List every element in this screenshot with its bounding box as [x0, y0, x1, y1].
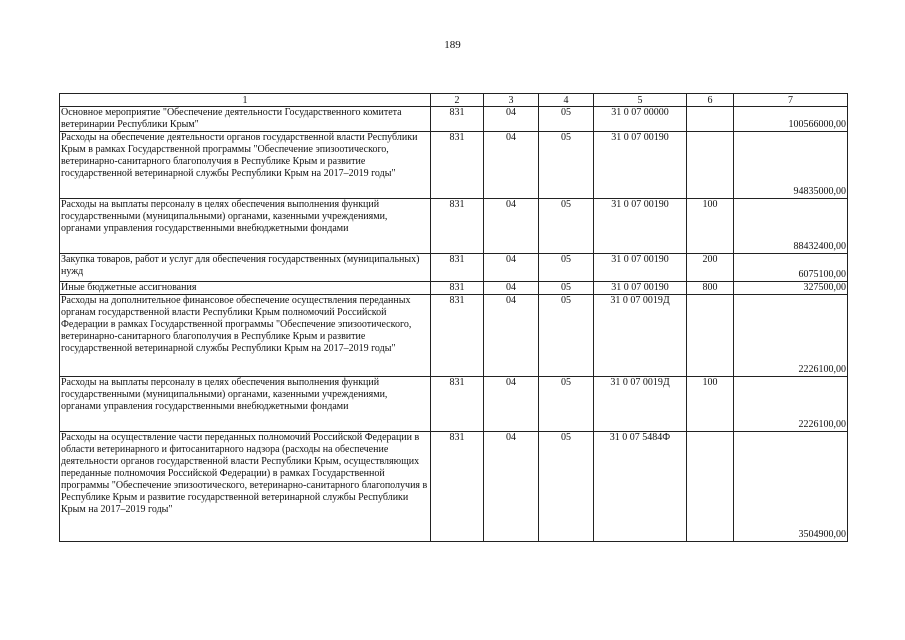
- row-target: 31 0 07 00190: [594, 199, 687, 254]
- table-row: [60, 107, 848, 132]
- row-target: 31 0 07 0019Д: [594, 377, 687, 432]
- row-target: 31 0 07 00190: [594, 132, 687, 199]
- row-subsection: 05: [539, 199, 594, 254]
- row-code: 831: [431, 377, 484, 432]
- row-code: 831: [431, 254, 484, 282]
- row-type: 800: [687, 282, 734, 295]
- row-section: 04: [484, 254, 539, 282]
- row-section: 04: [484, 107, 539, 132]
- row-section: 04: [484, 199, 539, 254]
- row-amount: 3504900,00: [734, 432, 848, 542]
- row-type: 100: [687, 199, 734, 254]
- header-cell: 2: [431, 94, 484, 107]
- row-amount: 2226100,00: [734, 295, 848, 377]
- row-amount: 2226100,00: [734, 377, 848, 432]
- row-type: [687, 132, 734, 199]
- header-cell: 1: [60, 94, 431, 107]
- budget-table: [59, 93, 848, 542]
- row-code: 831: [431, 432, 484, 542]
- header-cell: 3: [484, 94, 539, 107]
- row-name: Расходы на выплаты персоналу в целях обеспечения выполнения функций государственными (муниципальными) органами, казенными учреждениями, органами управления государственными внебюджетными фондами: [60, 199, 431, 254]
- table-row: [60, 377, 848, 432]
- row-amount: 94835000,00: [734, 132, 848, 199]
- table-row: [60, 282, 848, 295]
- row-amount: 327500,00: [734, 282, 848, 295]
- row-section: 04: [484, 282, 539, 295]
- row-subsection: 05: [539, 295, 594, 377]
- row-section: 04: [484, 432, 539, 542]
- row-target: 31 0 07 0019Д: [594, 295, 687, 377]
- table-row: [60, 132, 848, 199]
- row-type: 200: [687, 254, 734, 282]
- row-section: 04: [484, 132, 539, 199]
- page-number: 189: [444, 39, 461, 51]
- row-code: 831: [431, 199, 484, 254]
- table-row: [60, 199, 848, 254]
- row-name: Расходы на выплаты персоналу в целях обеспечения выполнения функций государственными (муниципальными) органами, казенными учреждениями, органами управления государственными внебюджетными фондами: [60, 377, 431, 432]
- table-row: [60, 254, 848, 282]
- row-target: 31 0 07 00190: [594, 254, 687, 282]
- row-type: [687, 107, 734, 132]
- row-code: 831: [431, 107, 484, 132]
- row-subsection: 05: [539, 282, 594, 295]
- table-row: [60, 432, 848, 542]
- table-header-row: [60, 94, 848, 107]
- row-amount: 100566000,00: [734, 107, 848, 132]
- row-subsection: 05: [539, 254, 594, 282]
- header-cell: 4: [539, 94, 594, 107]
- row-subsection: 05: [539, 132, 594, 199]
- row-target: 31 0 07 00000: [594, 107, 687, 132]
- header-cell: 6: [687, 94, 734, 107]
- row-name: Основное мероприятие "Обеспечение деятельности Государственного комитета ветеринарии Республики Крым": [60, 107, 431, 132]
- row-type: [687, 432, 734, 542]
- row-amount: 6075100,00: [734, 254, 848, 282]
- row-name: Иные бюджетные ассигнования: [60, 282, 431, 295]
- row-amount: 88432400,00: [734, 199, 848, 254]
- row-name: Расходы на обеспечение деятельности органов государственной власти Республики Крым в рамках Государственной программы "Обеспечение эпизоотического, ветеринарно-санитарного благополучия в Республике Крым и развитие государственной ветеринарной службы Республики Крым на 2017–2019 годы": [60, 132, 431, 199]
- row-subsection: 05: [539, 107, 594, 132]
- row-subsection: 05: [539, 432, 594, 542]
- row-target: 31 0 07 00190: [594, 282, 687, 295]
- row-section: 04: [484, 295, 539, 377]
- row-code: 831: [431, 132, 484, 199]
- row-type: 100: [687, 377, 734, 432]
- row-section: 04: [484, 377, 539, 432]
- row-name: Расходы на осуществление части переданных полномочий Российской Федерации в области ветеринарного и фитосанитарного надзора (расходы на обеспечение деятельности органов государственной власти Республики Крым, осуществляющих переданные полномочия Российской Федерации) в рамках Государственной программы "Обеспечение эпизоотического, ветеринарно-санитарного благополучия в Республике Крым и развитие государственной ветеринарной службы Республики Крым на 2017–2019 годы": [60, 432, 431, 542]
- header-cell: 5: [594, 94, 687, 107]
- row-name: Расходы на дополнительное финансовое обеспечение осуществления переданных органам государственной власти Республики Крым полномочий Российской Федерации в рамках Государственной программы "Обеспечение эпизоотического, ветеринарно-санитарного благополучия в Республике Крым и развитие государственной ветеринарной службы Республики Крым на 2017–2019 годы": [60, 295, 431, 377]
- header-cell: 7: [734, 94, 848, 107]
- row-code: 831: [431, 282, 484, 295]
- row-target: 31 0 07 5484Ф: [594, 432, 687, 542]
- row-name: Закупка товаров, работ и услуг для обеспечения государственных (муниципальных) нужд: [60, 254, 431, 282]
- table-row: [60, 295, 848, 377]
- row-subsection: 05: [539, 377, 594, 432]
- row-type: [687, 295, 734, 377]
- row-code: 831: [431, 295, 484, 377]
